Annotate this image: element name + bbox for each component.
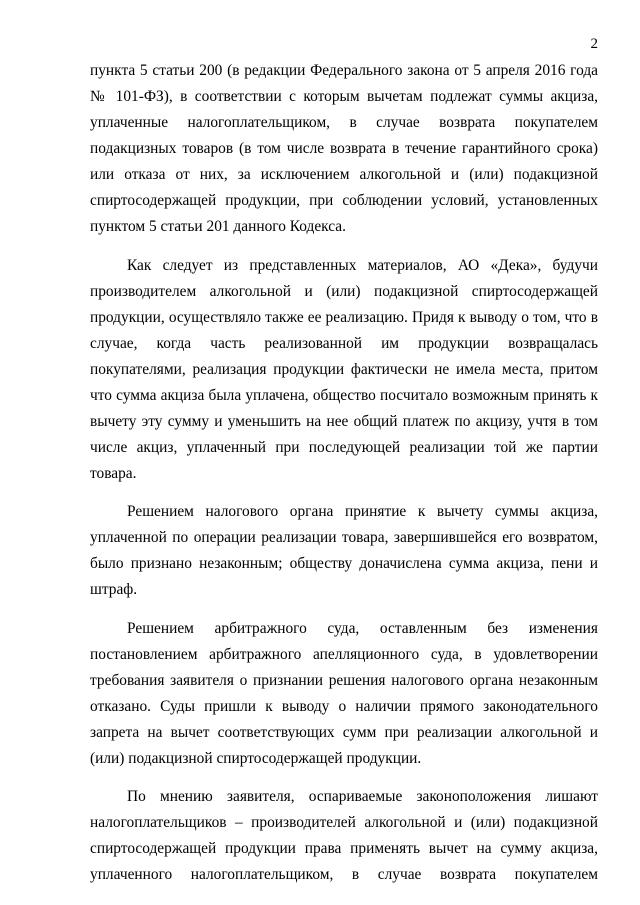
paragraph: Как следует из представленных материалов, АО «Дека», будучи производителем алкогольной и (или) подакцизной спиртосодержащей продукции, осуществляло также ее реализацию. Придя к выводу о том, что в случае, когда часть реализованной им продукции возвращалась покупателями, реализация продукции фактически не имела места, притом что сумма акциза была уплачена, общество посчитало возможным принять к вычету эту сумму и уменьшить на нее общий платеж по акцизу, учтя в том числе акциз, уплаченный при последующей реализации той же партии товара. — [90, 256, 598, 482]
document-body — [90, 58, 598, 901]
paragraph: По мнению заявителя, оспариваемые законоположения лишают налогоплательщиков – производителей алкогольной и (или) подакцизной спиртосодержащей продукции права применять вычет на сумму акциза, уплаченного налогоплательщиком, в случае возврата покупателем — [90, 788, 598, 883]
page-number: 2 — [590, 36, 598, 52]
paragraph: Решением арбитражного суда, оставленным без изменения постановлением арбитражного апелляционного суда, в удовлетворении требования заявителя о признании решения налогового органа незаконным отказано. Суды пришли к выводу о наличии прямого законодательного запрета на вычет соответствующих сумм при реализации алкогольной и (или) подакцизной спиртосодержащей продукции. — [90, 619, 598, 767]
paragraph-continuation: пункта 5 статьи 200 (в редакции Федерального закона от 5 апреля 2016 года № 101-ФЗ), в соответствии с которым вычетам подлежат суммы акциза, уплаченные налогоплательщиком, в случае возврата покупателем подакцизных товаров (в том числе возврата в течение гарантийного срока) или отказа от них, за исключением алкогольной и (или) подакцизной спиртосодержащей продукции, при соблюдении условий, установленных пунктом 5 статьи 201 данного Кодекса. — [90, 62, 598, 235]
paragraph: Решением налогового органа принятие к вычету суммы акциза, уплаченной по операции реализации товара, завершившейся его возвратом, было признано незаконным; обществу доначислена сумма акциза, пени и штраф. — [90, 503, 598, 598]
